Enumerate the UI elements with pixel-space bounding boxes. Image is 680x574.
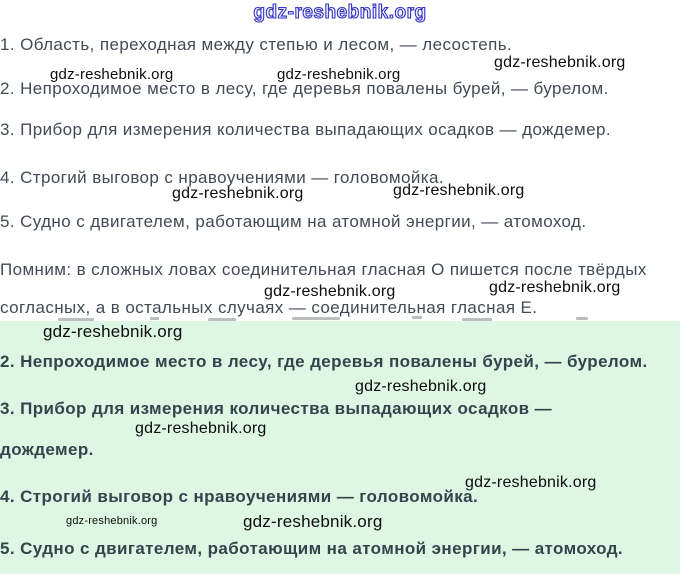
answer-line-3: 3. Прибор для измерения количества выпадающих осадков — дождемер. — [0, 120, 611, 139]
watermark: gdz-reshebnik.org — [43, 322, 183, 341]
watermark: gdz-reshebnik.org — [243, 512, 383, 531]
watermark: gdz-reshebnik.org — [50, 66, 174, 83]
watermark: gdz-reshebnik.org — [277, 66, 401, 83]
answer-line-3-continuation: дождемер. — [0, 440, 94, 459]
cropped-text-remnant — [412, 316, 422, 319]
watermark: gdz-reshebnik.org — [355, 378, 487, 395]
answer-line-2: 2. Непроходимое место в лесу, где деревья повалены бурей, — бурелом. — [0, 79, 609, 98]
watermark-small: gdz-reshebnik.org — [66, 515, 158, 527]
watermark: gdz-reshebnik.org — [494, 54, 626, 71]
note-line-1: Помним: в сложных ловах соединительная гласная О пишется после твёрдых — [0, 260, 647, 279]
cropped-text-remnant — [576, 317, 588, 320]
cropped-text-remnant — [462, 318, 492, 321]
watermark: gdz-reshebnik.org — [135, 420, 267, 437]
note-line-2: согласных, а в остальных случаях — соединительная гласная Е. — [0, 298, 538, 317]
watermark: gdz-reshebnik.org — [264, 283, 396, 300]
cropped-text-remnant — [292, 317, 340, 320]
answer-line-4-bold: 4. Строгий выговор с нравоучениями — головомойка. — [0, 487, 479, 506]
cropped-text-remnant — [208, 318, 236, 321]
answer-line-4: 4. Строгий выговор с нравоучениями — головомойка. — [0, 168, 444, 187]
site-watermark-logo: gdz-reshebnik.org — [253, 2, 427, 23]
watermark: gdz-reshebnik.org — [489, 279, 621, 296]
watermark: gdz-reshebnik.org — [465, 474, 597, 491]
answer-line-2-bold: 2. Непроходимое место в лесу, где деревья повалены бурей, — бурелом. — [0, 352, 648, 371]
answer-line-3-bold: 3. Прибор для измерения количества выпадающих осадков — — [0, 399, 553, 418]
answer-line-5: 5. Судно с двигателем, работающим на атомной энергии, — атомоход. — [0, 212, 587, 231]
cropped-text-remnant — [150, 317, 159, 320]
cropped-text-remnant — [58, 318, 94, 321]
highlighted-answers-block — [0, 321, 680, 574]
answer-line-5-bold: 5. Судно с двигателем, работающим на атомной энергии, — атомоход. — [0, 539, 624, 558]
watermark: gdz-reshebnik.org — [393, 182, 525, 199]
answer-line-1: 1. Область, переходная между степью и лесом, — лесостепь. — [0, 35, 513, 54]
watermark: gdz-reshebnik.org — [172, 185, 304, 202]
